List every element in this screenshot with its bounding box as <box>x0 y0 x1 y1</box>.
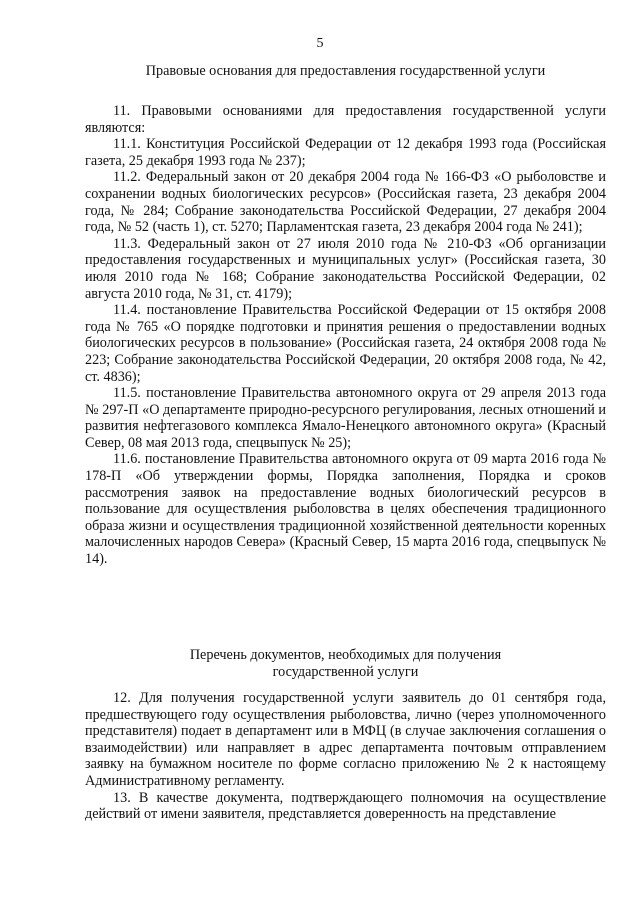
paragraph-11-1: 11.1. Конституция Российской Федерации от 12 декабря 1993 года (Российская газета, 25 декабря 1993 года № 237); <box>85 136 606 169</box>
section-heading-documents-line2: государственной услуги <box>272 663 419 680</box>
section-heading-documents <box>85 647 606 680</box>
page-number: 5 <box>316 36 324 51</box>
paragraph-11-3: 11.3. Федеральный закон от 27 июля 2010 года № 210-ФЗ «Об организации предоставления государственных и муниципальных услуг» (Российская газета, 30 июля 2010 года № 168; Собрание законодательства Российской Федерации, 02 августа 2010 года, № 31, ст. 4179); <box>85 235 606 302</box>
documents-section <box>85 690 606 823</box>
section-heading-legal-basis: Правовые основания для предоставления государственной услуги <box>145 63 546 79</box>
paragraph-11-6: 11.6. постановление Правительства автономного округа от 09 марта 2016 года № 178-П «Об утверждении формы, Порядка заполнения, Порядка и сроков рассмотрения заявок на предоставление водных биологический ресурсов в пользование для осуществления рыболовства в целях обеспечения традиционного образа жизни и осуществления традиционной хозяйственной деятельности коренных малочисленных народов Севера» (Красный Север, 15 марта 2016 года, спецвыпуск № 14). <box>85 451 606 568</box>
section-heading-documents-line1: Перечень документов, необходимых для получения <box>189 647 502 663</box>
paragraph-11-4: 11.4. постановление Правительства Российской Федерации от 15 октября 2008 года № 765 «О порядке подготовки и принятия решения о предоставлении водных биологических ресурсов в пользование» (Российская газета, 24 октября 2008 года № 223; Собрание законодательства Российской Федерации, 20 октября 2008 года, № 42, ст. 4836); <box>85 302 606 385</box>
paragraph-13: 13. В качестве документа, подтверждающего полномочия на осуществление действий от имени заявителя, представляется доверенность на представление <box>85 789 606 823</box>
legal-basis-section <box>85 103 606 568</box>
paragraph-12: 12. Для получения государственной услуги заявитель до 01 сентября года, предшествующего году осуществления рыболовства, лично (через уполномоченного представителя) подает в департамент или в МФЦ (в случае заключения соглашения о взаимодействии) или направляет в адрес департамента почтовым отправлением заявку на бумажном носителе по форме согласно приложению № 2 к настоящему Административному регламенту. <box>85 690 606 789</box>
paragraph-11: 11. Правовыми основаниями для предоставления государственной услуги являются: <box>85 103 606 136</box>
paragraph-11-2: 11.2. Федеральный закон от 20 декабря 2004 года № 166-ФЗ «О рыболовстве и сохранении водных биологических ресурсов» (Российская газета, 23 декабря 2004 года, № 284; Собрание законодательства Российской Федерации, 27 декабря 2004 года, № 52 (часть 1), ст. 5270; Парламентская газета, 23 декабря 2004 года № 241); <box>85 169 606 236</box>
paragraph-11-5: 11.5. постановление Правительства автономного округа от 29 апреля 2013 года № 297-П «О департаменте природно-ресурсного регулирования, лесных отношений и развития нефтегазового комплекса Ямало-Ненецкого автономного округа» (Красный Север, 08 мая 2013 года, спецвыпуск № 25); <box>85 385 606 451</box>
